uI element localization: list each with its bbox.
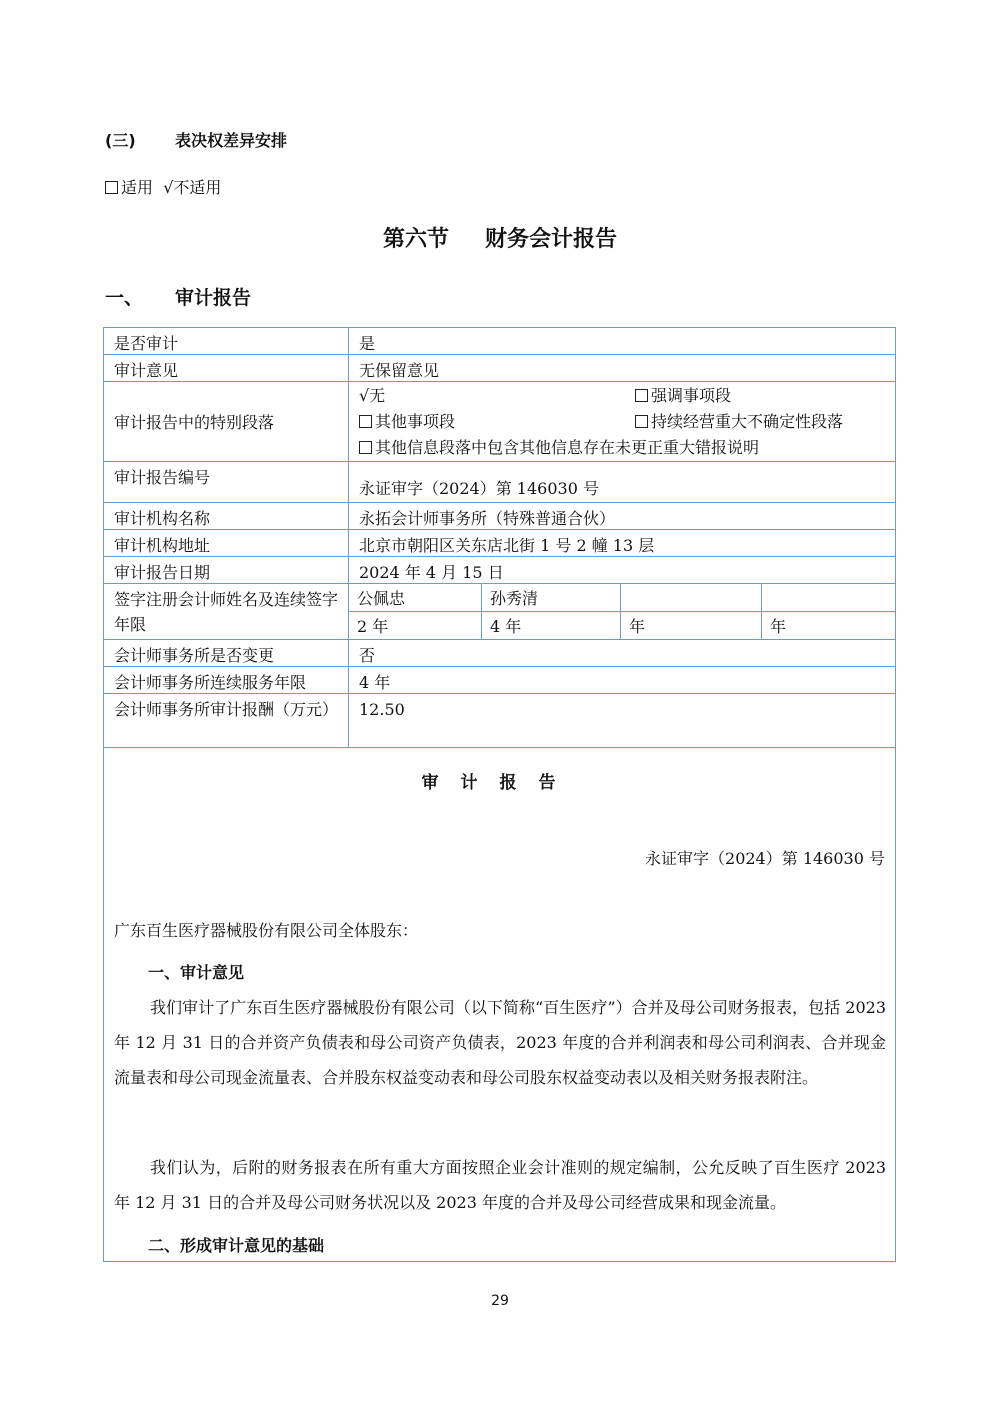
firm-changed-value: 否 xyxy=(359,646,376,665)
sub-section-number: (三) xyxy=(105,131,136,150)
sub-section-title: 表决权差异安排 xyxy=(175,131,288,150)
table-row xyxy=(104,694,895,748)
firm-address-label: 审计机构地址 xyxy=(104,530,349,556)
report-no-value: 永证审字（2024）第 146030 号 xyxy=(359,479,599,498)
heading-audit-report xyxy=(105,283,251,310)
heading-opinion-basis: 二、形成审计意见的基础 xyxy=(148,1236,325,1255)
cpa-name-cell: 公佩忠 xyxy=(349,584,482,612)
table-row xyxy=(104,584,895,640)
special-going-concern: 持续经营重大不确定性段落 xyxy=(651,412,844,431)
table-row xyxy=(104,328,895,355)
checkbox-icon xyxy=(635,389,648,402)
table-row xyxy=(104,640,895,667)
checkbox-icon xyxy=(105,181,118,194)
cpa-name-cell xyxy=(621,584,762,612)
firm-name-value: 永拓会计师事务所（特殊普通合伙） xyxy=(359,509,616,528)
firm-changed-label: 会计师事务所是否变更 xyxy=(104,640,349,666)
service-years-label: 会计师事务所连续服务年限 xyxy=(104,667,349,693)
applicable-label: 适用 xyxy=(121,178,154,197)
opinion-label: 审计意见 xyxy=(104,355,349,381)
checkbox-icon xyxy=(359,441,372,454)
table-row xyxy=(104,462,895,503)
special-values xyxy=(349,382,895,461)
heading-title: 审计报告 xyxy=(175,287,252,309)
heading-audit-opinion: 一、审计意见 xyxy=(148,963,245,982)
report-date-label: 审计报告日期 xyxy=(104,557,349,583)
fee-value: 12.50 xyxy=(359,700,405,719)
cpa-years-cell: 4 年 xyxy=(482,612,621,640)
report-date-value: 2024 年 4 月 15 日 xyxy=(359,563,504,582)
section-number: 第六节 xyxy=(382,227,449,252)
heading-number: 一、 xyxy=(105,287,144,309)
audited-value: 是 xyxy=(359,334,376,353)
table-row xyxy=(104,557,895,584)
report-number: 永证审字（2024）第 146030 号 xyxy=(645,849,885,868)
special-other: 其他事项段 xyxy=(375,412,456,431)
cpa-name-cell xyxy=(762,584,896,612)
cpa-label: 签字注册会计师姓名及连续签字年限 xyxy=(104,584,349,639)
table-row xyxy=(104,667,895,694)
cpa-name-cell: 孙秀清 xyxy=(482,584,621,612)
checkbox-icon xyxy=(635,415,648,428)
cpa-years-cell: 年 xyxy=(770,617,787,636)
page-number: 29 xyxy=(491,1293,509,1309)
opinion-value: 无保留意见 xyxy=(359,361,440,380)
fee-label: 会计师事务所审计报酬（万元） xyxy=(104,694,349,747)
table-row xyxy=(104,355,895,382)
report-title: 审计报告 xyxy=(421,773,578,793)
not-applicable-label: √不适用 xyxy=(163,178,222,197)
applicability-line xyxy=(105,175,221,198)
section-name: 财务会计报告 xyxy=(485,227,618,252)
cpa-years-cell: 年 xyxy=(621,612,762,640)
section-title xyxy=(0,222,1000,253)
special-label: 审计报告中的特别段落 xyxy=(104,382,349,461)
special-none: √无 xyxy=(359,386,386,405)
checkbox-icon xyxy=(359,415,372,428)
audit-info-table xyxy=(103,327,896,1262)
firm-name-label: 审计机构名称 xyxy=(104,503,349,529)
table-row xyxy=(104,503,895,530)
report-addressee: 广东百生医疗器械股份有限公司全体股东： xyxy=(114,921,419,940)
firm-address-value: 北京市朝阳区关东店北街 1 号 2 幢 13 层 xyxy=(359,536,655,555)
special-emphasis: 强调事项段 xyxy=(651,386,732,405)
service-years-value: 4 年 xyxy=(359,673,391,692)
table-row xyxy=(104,382,895,462)
audited-label: 是否审计 xyxy=(104,328,349,354)
special-other-info: 其他信息段落中包含其他信息存在未更正重大错报说明 xyxy=(375,438,760,457)
opinion-paragraph-2: 我们认为，后附的财务报表在所有重大方面按照企业会计准则的规定编制，公允反映了百生医疗 2023 年 12 月 31 日的合并及母公司财务状况以及 2023 年度的合并及母公司经营成果和现金流量。 xyxy=(114,1158,886,1212)
opinion-paragraph-1: 我们审计了广东百生医疗器械股份有限公司（以下简称“百生医疗”）合并及母公司财务报表，包括 2023 年 12 月 31 日的合并资产负债表和母公司资产负债表，2023 年度的合并利润表和母公司利润表、合并现金流量表和母公司现金流量表、合并股东权益变动表和母公司股东权益变动表以及相关财务报表附注。 xyxy=(114,998,886,1087)
report-no-label: 审计报告编号 xyxy=(104,462,349,502)
cpa-years-cell: 2 年 xyxy=(349,612,482,640)
cpa-grid xyxy=(349,584,895,639)
table-row xyxy=(104,530,895,557)
sub-section-heading xyxy=(105,128,287,151)
